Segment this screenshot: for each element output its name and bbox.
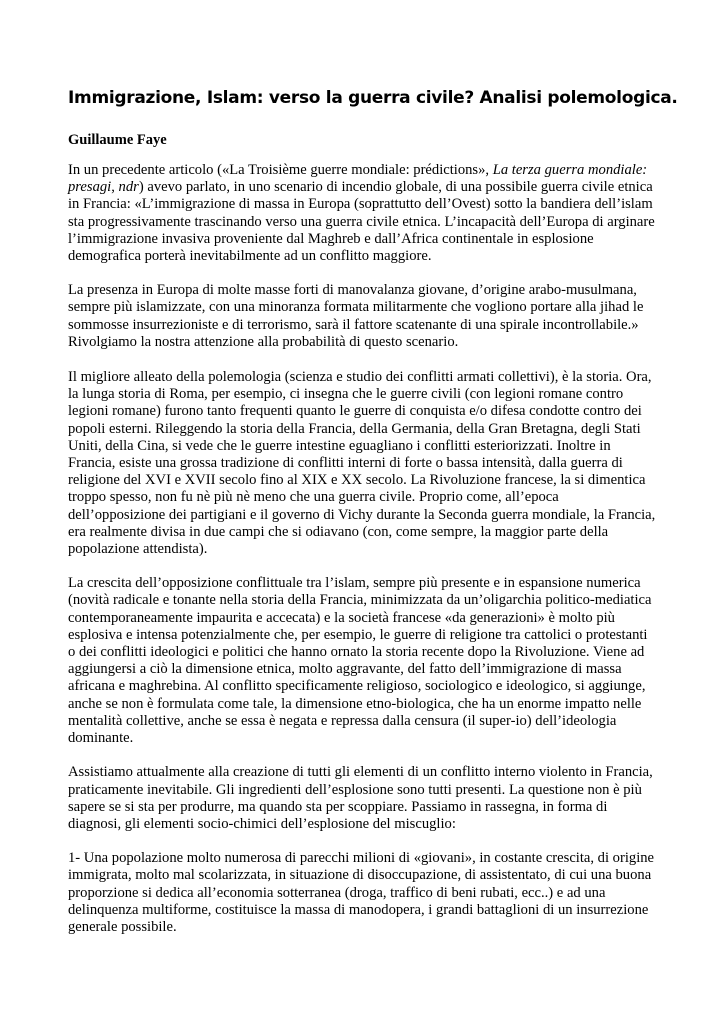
paragraph-1-italic-title: La terza guerra mondiale: presagi bbox=[68, 162, 648, 196]
article-body bbox=[68, 162, 658, 953]
paragraph-4: La crescita dell’opposizione conflittuale tra l’islam, sempre più presente e in espansione numerica (novità radicale e tonante nella storia della Francia, minimizzata da un’oligarchia politico-mediatica contemporaneamente impaurita e accecata) e la società francese «da generazioni» è molto più esplosiva e intensa potenzialmente che, per esempio, le guerre di religione tra cattolici o protestanti o dei conflitti ideologici e politici che hanno ornato la storia recente dopo la Rivoluzione. Viene ad aggiungersi a ciò la dimensione etnica, molto aggravante, del fatto dell’immigrazione di massa africana e maghrebina. Al conflitto specificamente religioso, sociologico e ideologico, si aggiunge, anche se non è formulata come tale, la dimensione etno-biologica, che ha un enorme impatto nelle mentalità collettive, anche se essa è negata e repressa dalla censura (il super-io) dell’ideologia dominante. bbox=[68, 575, 652, 747]
author-name: Guillaume Faye bbox=[68, 132, 167, 148]
paragraph-5: Assistiamo attualmente alla creazione di tutti gli elementi di un conflitto interno violento in Francia, praticamente inevitabile. Gli ingredienti dell’esplosione sono tutti presenti. La questione non è più sapere se si sta per produrre, ma quando sta per scoppiare. Passiamo in rassegna, in forma di diagnosi, gli elementi socio-chimici dell’esplosione del miscuglio: bbox=[68, 764, 653, 832]
paragraph-6: 1- Una popolazione molto numerosa di parecchi milioni di «giovani», in costante crescita, di origine immigrata, molto mal scolarizzata, in situazione di disoccupazione, di assistentato, di cui una buona proporzione si dedica all’economia sotterranea (droga, traffico di beni rubati, ecc..) e ad una delinquenza multiforme, costituisce la massa di manodopera, i grandi battaglioni di un insurrezione generale possibile. bbox=[68, 850, 655, 935]
page-title: Immigrazione, Islam: verso la guerra civile? Analisi polemologica. bbox=[68, 88, 678, 108]
paragraph-2: La presenza in Europa di molte masse forti di manovalanza giovane, d’origine arabo-musulmana, sempre più islamizzate, con una minoranza formata militarmente che vogliono portare alla jihad le sommosse insurrezioniste e di terrorismo, sarà il fattore scatenante di una spirale incontrollabile.» Rivolgiamo la nostra attenzione alla probabilità di questo scenario. bbox=[68, 282, 644, 350]
paragraph-1-separator: , bbox=[111, 179, 119, 196]
paragraph-1-text-end: ) avevo parlato, in uno scenario di incendio globale, di una possibile guerra civile etnica in Francia: «L’immigrazione di massa in Europa (soprattutto dell’Ovest) sotto la bandiera dell’islam sta progressivamente trascinando verso una guerra civile etnica. L’incapacità dell’Europa di arginare l’immigrazione invasiva proveniente dal Maghreb e dall’Africa continentale in esplosione demografica porterà inevitabilmente ad un conflitto maggiore. bbox=[68, 179, 655, 265]
paragraph-1 bbox=[68, 162, 658, 265]
paragraph-3: Il migliore alleato della polemologia (scienza e studio dei conflitti armati collettivi), è la storia. Ora, la lunga storia di Roma, per esempio, ci insegna che le guerre civili (con legioni romane contro legioni romane) furono tanto frequenti quanto le guerre di conquista e/o difesa condotte contro dei popoli esterni. Rileggendo la storia della Francia, della Germania, della Gran Bretagna, degli Stati Uniti, della Cina, si vede che le guerre intestine eguagliano i conflitti esteriorizzati. Inoltre in Francia, esiste una grossa tradizione di conflitti interni di forte o bassa intensità, dalla guerra di religione del XVI e XVII secolo fino al XIX e XX secolo. La Rivoluzione francese, la si dimentica troppo spesso, non fu nè più nè meno che una guerra civile. Proprio come, all’epoca dell’opposizione dei partigiani e il governo di Vichy durante la Seconda guerra mondiale, la Francia, era realmente divisa in due campi che si odiavano (con, come sempre, la maggior parte della popolazione attendista). bbox=[68, 369, 656, 558]
paragraph-1-text-start: In un precedente articolo («La Troisième guerre mondiale: prédictions», bbox=[68, 162, 493, 178]
paragraph-1-italic-note: ndr bbox=[118, 179, 139, 196]
